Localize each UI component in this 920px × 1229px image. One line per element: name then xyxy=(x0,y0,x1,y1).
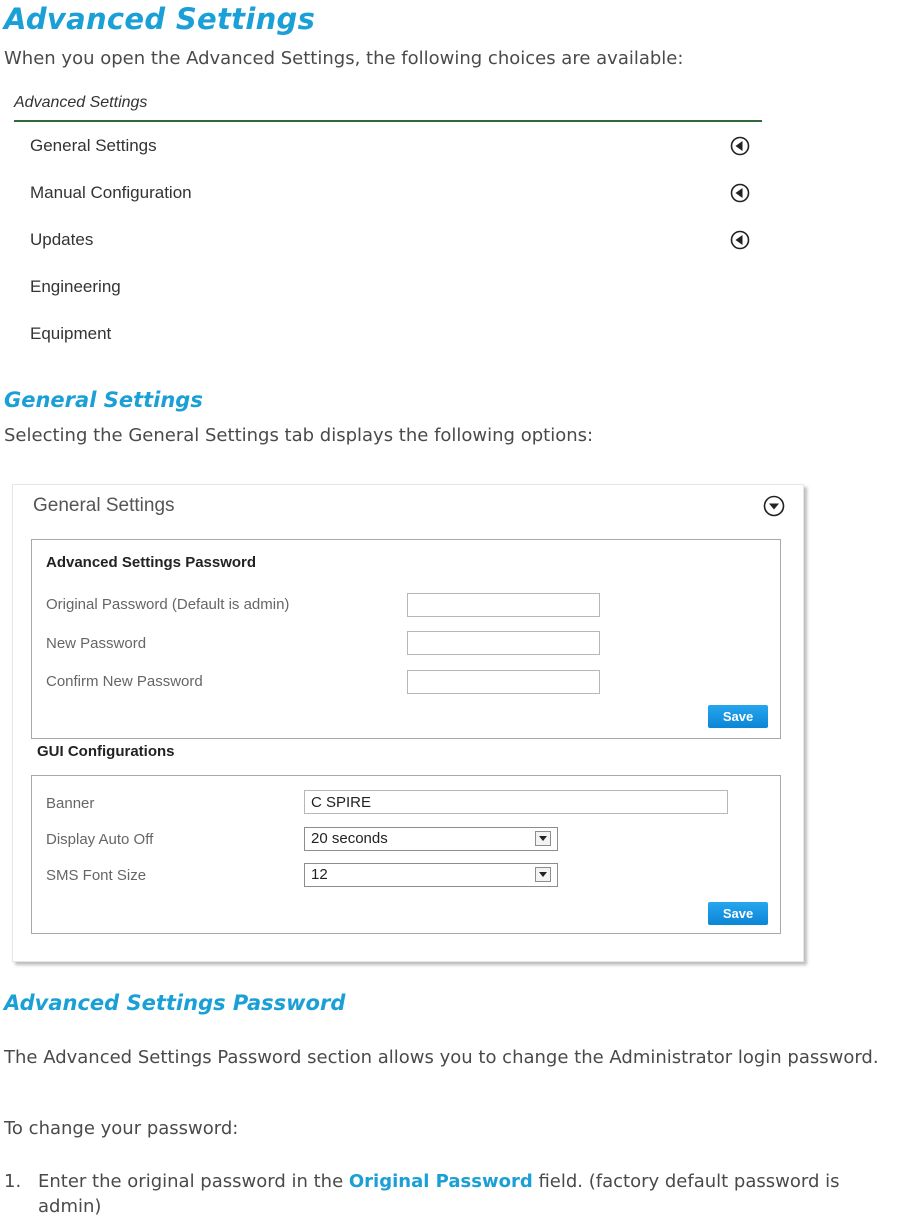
sms-font-size-label: SMS Font Size xyxy=(46,867,147,884)
select-value: 20 seconds xyxy=(311,830,388,847)
general-settings-heading: General Settings xyxy=(4,388,203,412)
original-password-label: Original Password (Default is admin) xyxy=(46,596,290,613)
password-section xyxy=(31,539,781,739)
dropdown-arrow-icon[interactable] xyxy=(535,867,551,882)
menu-item-updates[interactable] xyxy=(14,216,762,263)
menu-item-label: Equipment xyxy=(30,324,112,343)
confirm-password-field[interactable] xyxy=(407,670,600,694)
original-password-field[interactable] xyxy=(407,593,600,617)
menu-item-label: General Settings xyxy=(30,136,157,155)
change-password-intro: To change your password: xyxy=(4,1118,239,1139)
general-settings-panel xyxy=(12,484,804,962)
save-gui-button[interactable]: Save xyxy=(708,902,768,925)
intro-text: When you open the Advanced Settings, the following choices are available: xyxy=(4,48,684,69)
sms-font-size-select[interactable] xyxy=(304,863,558,887)
page-title: Advanced Settings xyxy=(4,2,316,36)
expand-left-icon[interactable] xyxy=(730,230,750,250)
gui-section xyxy=(31,775,781,934)
menu-item-label: Engineering xyxy=(30,277,121,296)
menu-title: Advanced Settings xyxy=(14,92,762,122)
menu-item-label: Updates xyxy=(30,230,94,249)
general-settings-intro: Selecting the General Settings tab displays the following options: xyxy=(4,425,594,446)
menu-item-engineering[interactable] xyxy=(14,263,762,310)
original-password-ref: Original Password xyxy=(348,1171,533,1192)
menu-item-label: Manual Configuration xyxy=(30,183,192,202)
select-value: 12 xyxy=(311,866,328,883)
display-auto-off-label: Display Auto Off xyxy=(46,831,154,848)
menu-item-equipment[interactable] xyxy=(14,310,762,357)
section-title: Advanced Settings Password xyxy=(46,554,257,571)
password-description: The Advanced Settings Password section allows you to change the Administrator login password. xyxy=(4,1047,879,1068)
gui-section-title: GUI Configurations xyxy=(37,743,175,760)
banner-input[interactable] xyxy=(304,790,728,814)
dropdown-arrow-icon[interactable] xyxy=(535,831,551,846)
banner-label: Banner xyxy=(46,795,95,812)
new-password-field[interactable] xyxy=(407,631,600,655)
password-section-heading: Advanced Settings Password xyxy=(4,991,346,1015)
menu-item-general-settings[interactable] xyxy=(14,122,762,169)
collapse-down-icon[interactable] xyxy=(763,495,785,517)
expand-left-icon[interactable] xyxy=(730,136,750,156)
advanced-settings-menu xyxy=(14,92,762,357)
display-auto-off-select[interactable] xyxy=(304,827,558,851)
menu-item-manual-configuration[interactable] xyxy=(14,169,762,216)
step-number: 1. xyxy=(4,1171,22,1192)
expand-left-icon[interactable] xyxy=(730,183,750,203)
save-password-button[interactable]: Save xyxy=(708,705,768,728)
confirm-password-label: Confirm New Password xyxy=(46,673,203,690)
panel-title: General Settings xyxy=(33,495,175,516)
new-password-label: New Password xyxy=(46,635,147,652)
step-text: Enter the original password in the Original Password field. (factory default password is admin) xyxy=(38,1171,840,1217)
